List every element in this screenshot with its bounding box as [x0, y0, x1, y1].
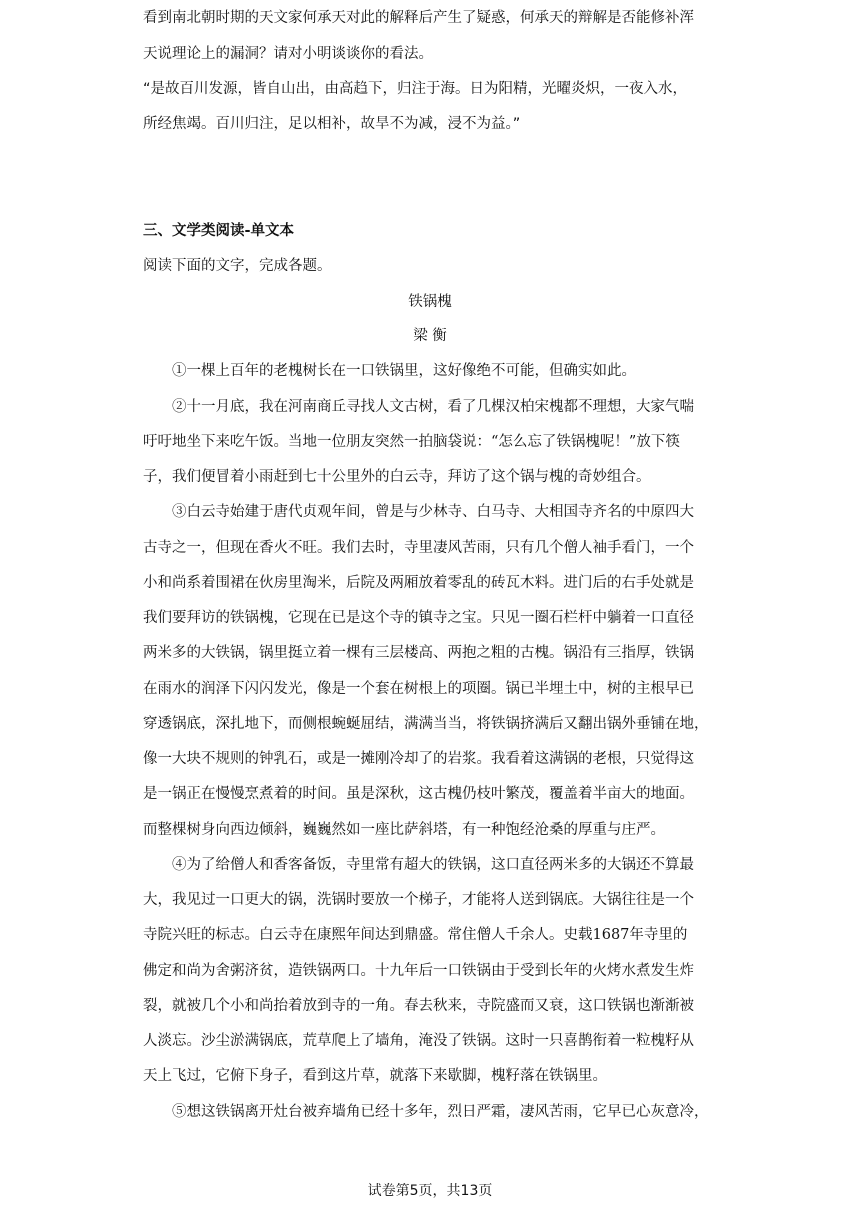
body-line: 在雨水的润泽下闪闪发光，像是一个套在树根上的项圈。锅已半埋土中，树的主根早已	[143, 681, 694, 697]
author: 梁 衡	[413, 328, 447, 344]
body-line: 古寺之一，但现在香火不旺。我们去时，寺里凄风苦雨，只有几个僧人袖手看门，一个	[143, 540, 694, 556]
section-title: 三、文学类阅读-单文本	[143, 223, 295, 239]
intro-line: 天说理论上的漏洞？请对小明谈谈你的看法。	[143, 46, 433, 62]
intro-line: 所经焦竭。百川归注，足以相补，故旱不为减，浸不为益。”	[143, 116, 521, 132]
body-line: 而整棵树身向西边倾斜，巍巍然如一座比萨斜塔，有一种饱经沧桑的厚重与庄严。	[143, 822, 665, 838]
body-line: 佛定和尚为舍粥济贫，造铁锅两口。十九年后一口铁锅由于受到长年的火烤水煮发生炸	[143, 963, 694, 979]
intro-line: “是故百川发源，皆自山出，由高趋下，归注于海。日为阳精，光曜炎炽，一夜入水，	[143, 81, 688, 97]
body-line: 裂，就被几个小和尚抬着放到寺的一角。春去秋来，寺院盛而又衰，这口铁锅也渐渐被	[143, 998, 694, 1014]
body-line: 是一锅正在慢慢烹煮着的时间。虽是深秋，这古槐仍枝叶繁茂，覆盖着半亩大的地面。	[143, 786, 694, 802]
instruction: 阅读下面的文字，完成各题。	[143, 258, 332, 274]
page-footer: 试卷第5页，共13页	[367, 1183, 493, 1199]
body-line: 我们要拜访的铁锅槐，它现在已是这个寺的镇寺之宝。只见一圈石栏杆中躺着一口直径	[143, 610, 694, 626]
body-line: 像一大块不规则的钟乳石，或是一摊刚冷却了的岩浆。我看着这满锅的老根，只觉得这	[143, 751, 694, 767]
body-line: 天上飞过，它俯下身子，看到这片草，就落下来歇脚，槐籽落在铁锅里。	[143, 1068, 607, 1084]
article-title: 铁锅槐	[408, 294, 452, 310]
body-line: ⑤想这铁锅离开灶台被弃墙角已经十多年，烈日严霜，凄风苦雨，它早已心灰意冷，	[172, 1104, 709, 1120]
body-line: ①一棵上百年的老槐树长在一口铁锅里，这好像绝不可能，但确实如此。	[172, 363, 636, 379]
body-line: 穿透锅底，深扎地下，而侧根蜿蜒屈结，满满当当，将铁锅挤满后又翻出锅外垂铺在地，	[143, 716, 709, 732]
body-line: 寺院兴旺的标志。白云寺在康熙年间达到鼎盛。常住僧人千余人。史载1687年寺里的	[143, 927, 688, 943]
body-line: 子，我们便冒着小雨赶到七十公里外的白云寺，拜访了这个锅与槐的奇妙组合。	[143, 469, 651, 485]
body-line: ②十一月底，我在河南商丘寻找人文古树，看了几棵汉柏宋槐都不理想，大家气喘	[172, 399, 694, 415]
body-line: 两米多的大铁锅，锅里挺立着一棵有三层楼高、两抱之粗的古槐。锅沿有三指厚，铁锅	[143, 645, 694, 661]
intro-line: 看到南北朝时期的天文家何承天对此的解释后产生了疑惑，何承天的辩解是否能修补浑	[143, 10, 694, 26]
body-line: ③白云寺始建于唐代贞观年间，曾是与少林寺、白马寺、大相国寺齐名的中原四大	[172, 504, 694, 520]
body-line: 人淡忘。沙尘淤满锅底，荒草爬上了墙角，淹没了铁锅。这时一只喜鹊衔着一粒槐籽从	[143, 1033, 694, 1049]
body-line: 小和尚系着围裙在伙房里淘米，后院及两厢放着零乱的砖瓦木料。进门后的右手处就是	[143, 575, 694, 591]
body-line: 吁吁地坐下来吃午饭。当地一位朋友突然一拍脑袋说：“怎么忘了铁锅槐呢！”放下筷	[143, 434, 680, 450]
body-line: 大，我见过一口更大的锅，洗锅时要放一个梯子，才能将人送到锅底。大锅往往是一个	[143, 892, 694, 908]
body-line: ④为了给僧人和香客备饭，寺里常有超大的铁锅，这口直径两米多的大锅还不算最	[172, 857, 694, 873]
